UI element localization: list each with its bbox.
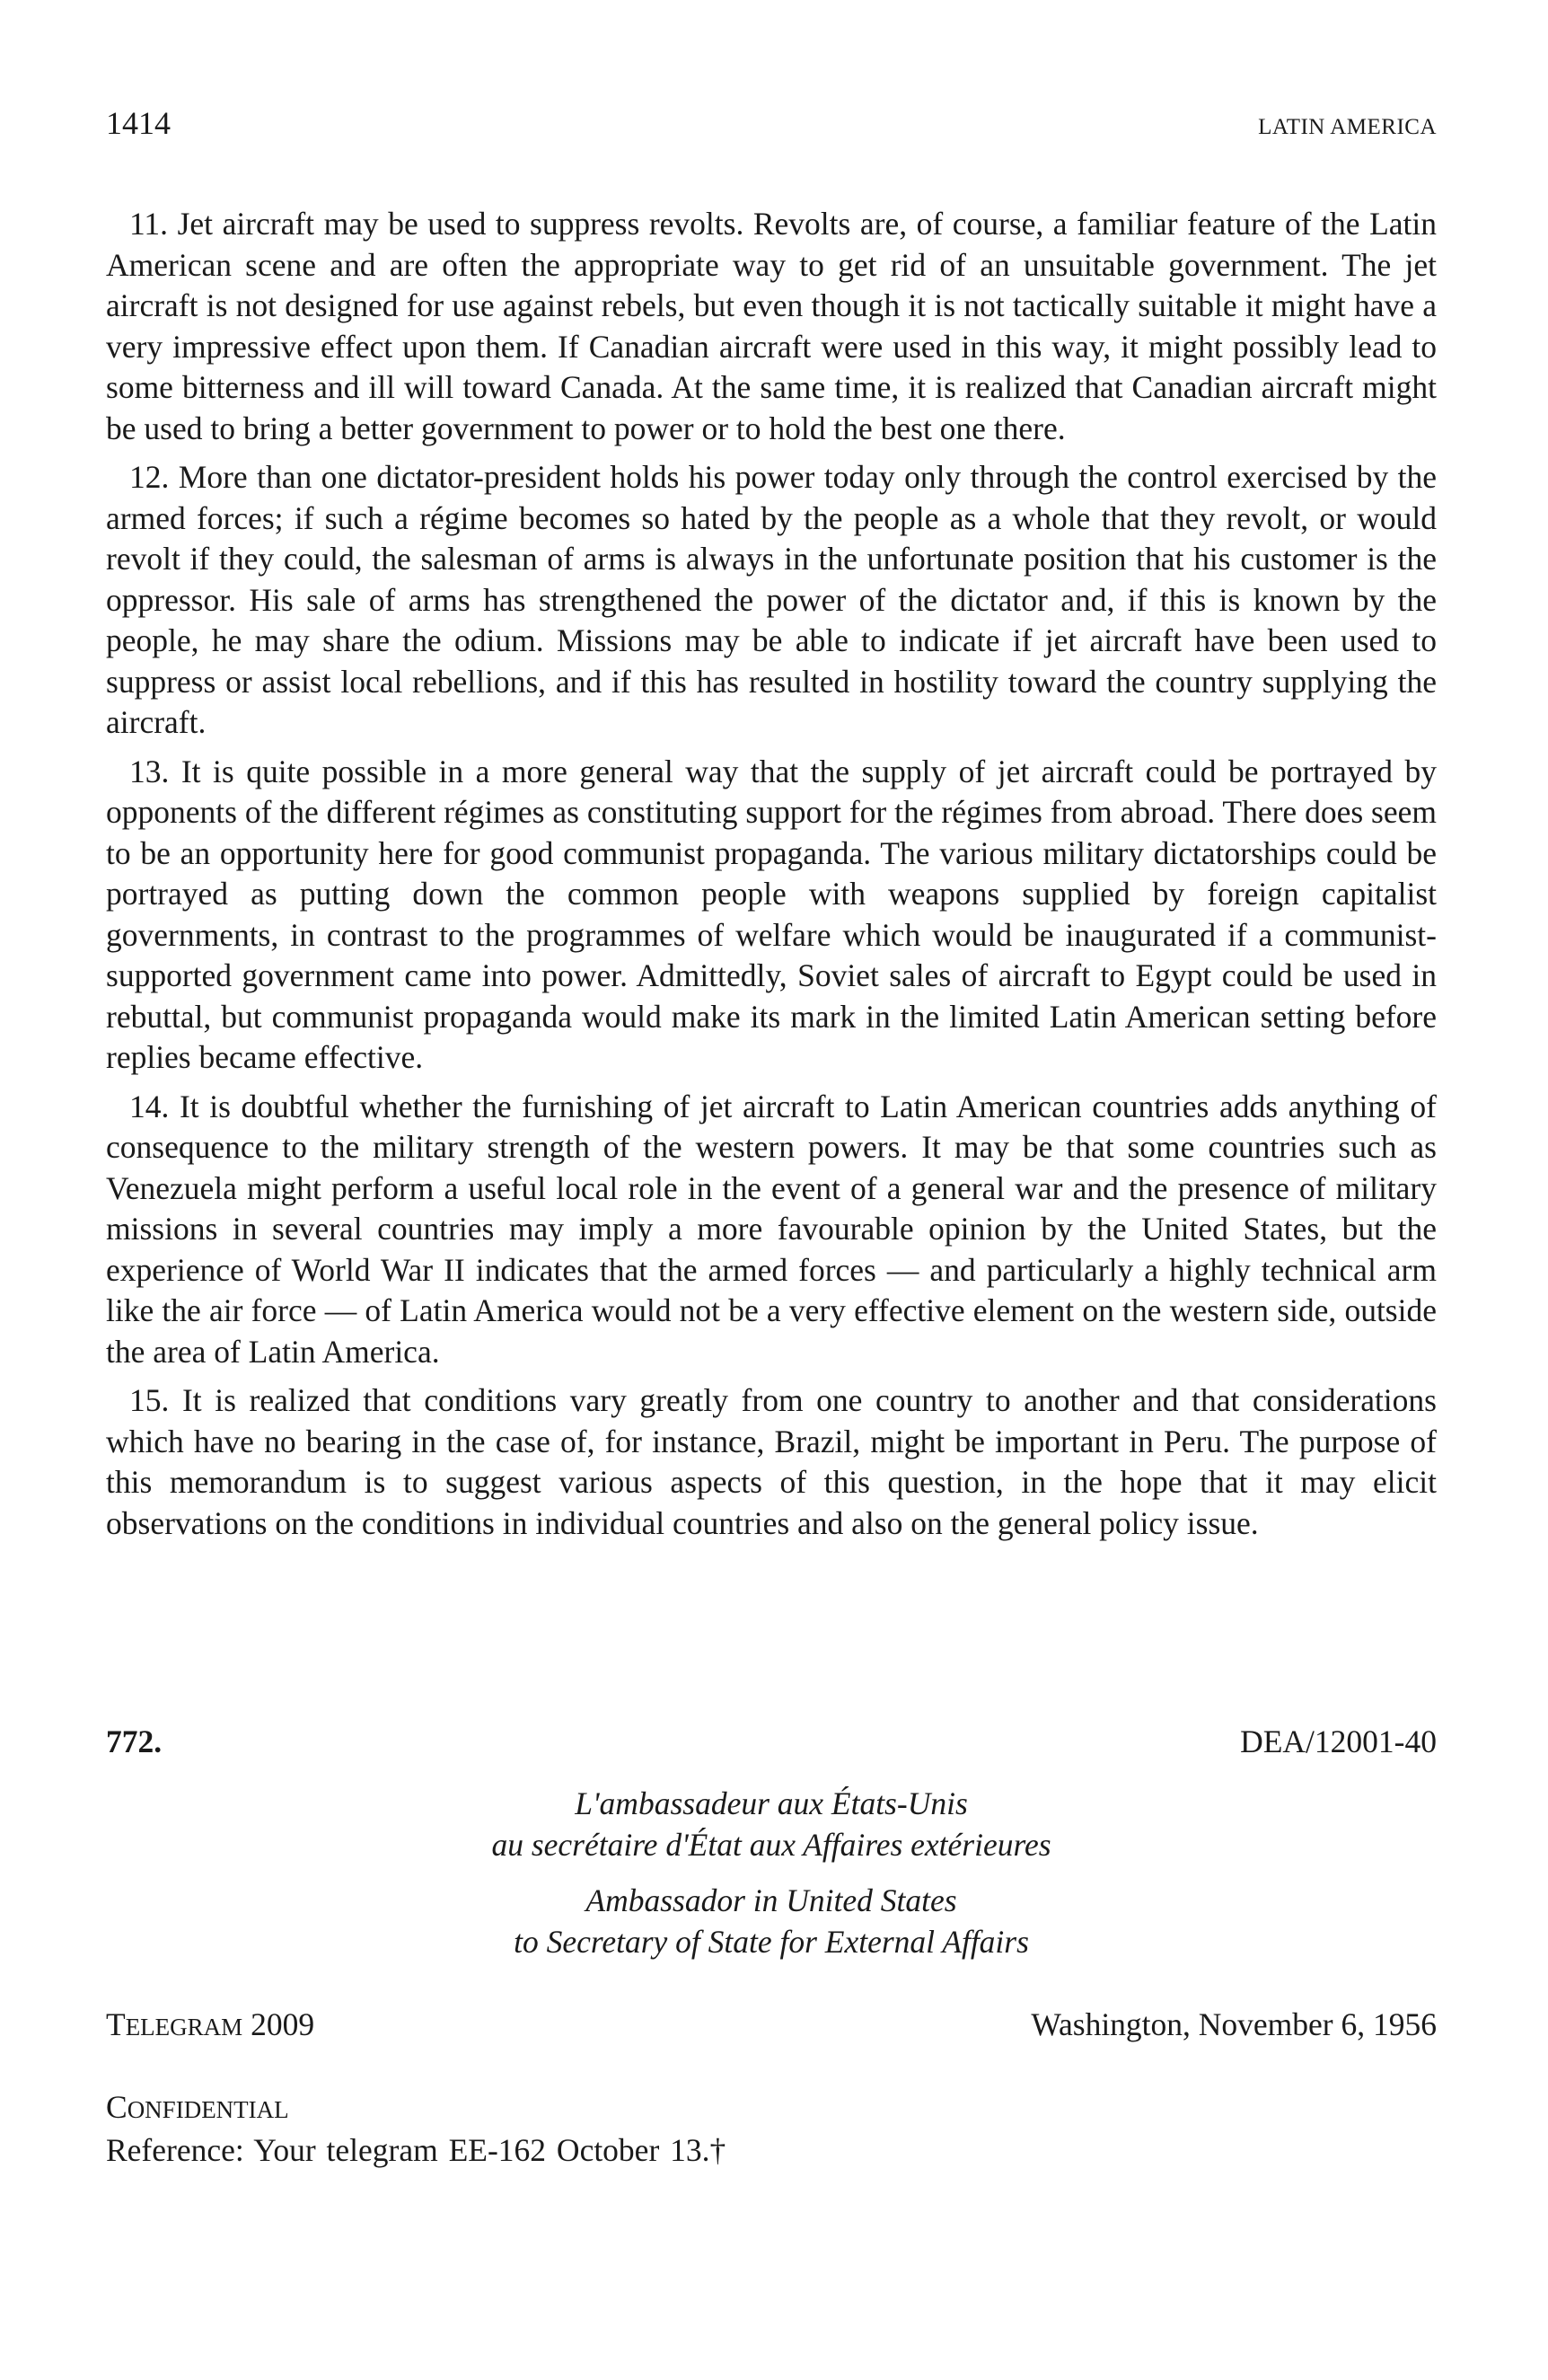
section-title: LATIN AMERICA [1258,115,1437,139]
memorandum-body [106,204,1437,1552]
addressee-english-line-1: Ambassador in United States [585,1882,957,1918]
addressee-english-line-2: to Secretary of State for External Affairs [514,1924,1029,1960]
paragraph-12: 12. More than one dictator-president holds his power today only through the control exercised by the armed forces; if such a régime becomes so hated by the people as a whole that they revolt, or would revolt if they could, the salesman of arms is always in the unfortunate position that his customer is the oppressor. His sale of arms has strengthened the power of the dictator and, if this is known by the people, he may share the odium. Missions may be able to indicate if jet aircraft have been used to suppress or assist local rebellions, and if this has resulted in hostility toward the country supplying the aircraft. [106,459,1437,740]
paragraph-14: 14. It is doubtful whether the furnishing of jet aircraft to Latin American countries adds anything of consequence to the military strength of the western powers. It may be that some countries such as Venezuela might perform a useful local role in the event of a general war and the presence of military missions in several countries may imply a more favourable opinion by the United States, but the experience of World War II indicates that the armed forces — and particularly a highly technical arm like the air force — of Latin America would not be a very effective element on the western side, outside the area of Latin America. [106,1088,1437,1370]
addressee-french-line-1: L'ambassadeur aux États-Unis [575,1785,968,1821]
running-head [106,104,1437,149]
document-header [106,1723,1437,1767]
addressee-english [106,1880,1437,1962]
classification [106,2088,289,2126]
paragraph-15: 15. It is realized that conditions vary greatly from one country to another and that considerations which have no bearing in the case of, for instance, Brazil, might be important in Peru. The purpose of this memorandum is to suggest various aspects of this question, in the hope that it may elicit observations on the conditions in individual countries and also on the general policy issue. [106,1382,1437,1541]
telegram-label-initial: T [106,2006,126,2042]
telegram-id [106,2005,314,2043]
document-number: 772. [106,1723,163,1759]
classification-rest: ONFIDENTIAL [127,2096,289,2123]
page-number: 1414 [106,105,171,141]
telegram-label-rest: ELEGRAM [125,2014,243,2041]
addressee-french-line-2: au secrétaire d'État aux Affaires extérieures [491,1827,1051,1863]
file-reference: DEA/12001-40 [1240,1723,1437,1759]
telegram-line [106,2005,1437,2050]
paragraph-13: 13. It is quite possible in a more general way that the supply of jet aircraft could be portrayed by opponents of the different régimes as constituting support for the régimes from abroad. There does seem to be an opportunity here for good communist propaganda. The various military dictatorships could be portrayed as putting down the common people with weapons supplied by foreign capitalist governments, in contrast to the programmes of welfare which would be inaugurated if a communist-supported government came into power. Admittedly, Soviet sales of aircraft to Egypt could be used in rebuttal, but communist propaganda would make its mark in the limited Latin American setting before replies became effective. [106,753,1437,1075]
addressee-block [106,1783,1437,1977]
reference-line: Reference: Your telegram EE-162 October 13.† [106,2132,726,2168]
document-page [106,0,1437,2380]
paragraph-11: 11. Jet aircraft may be used to suppress revolts. Revolts are, of course, a familiar feature of the Latin American scene and are often the appropriate way to get rid of an unsuitable government. The jet aircraft is not designed for use against rebels, but even though it is not tactically suitable it might have a very impressive effect upon them. If Canadian aircraft were used in this way, it might possibly lead to some bitterness and ill will toward Canada. At the same time, it is realized that Canadian aircraft might be used to bring a better government to power or to hold the best one there. [106,206,1437,446]
addressee-french [106,1783,1437,1865]
place-date: Washington, November 6, 1956 [1031,2006,1437,2042]
classification-initial: C [106,2089,128,2125]
telegram-number: 2009 [251,2006,315,2042]
